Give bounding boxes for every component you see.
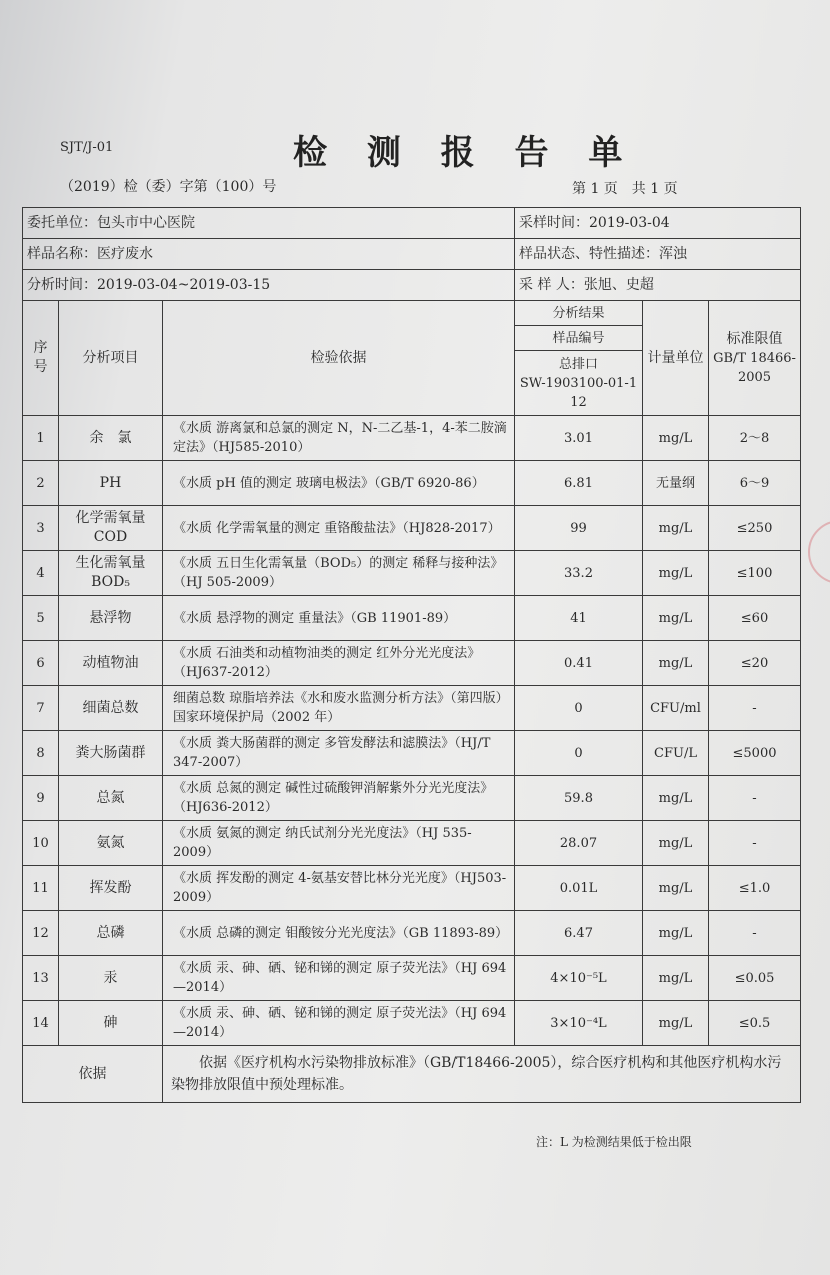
sample-state: 样品状态、特性描述：浑浊 xyxy=(515,239,801,270)
row-seq: 5 xyxy=(23,596,59,641)
row-basis: 《水质 总氮的测定 碱性过硫酸钾消解紫外分光光度法》（HJ636-2012） xyxy=(163,776,515,821)
header-outlet: 总排口 xyxy=(558,356,598,372)
row-limit: ≤100 xyxy=(709,551,801,596)
row-unit: mg/L xyxy=(643,956,709,1001)
row-basis: 《水质 游离氯和总氯的测定 N，N-二乙基-1，4-苯二胺滴定法》（HJ585-2010） xyxy=(163,416,515,461)
row-item: 砷 xyxy=(59,1001,163,1046)
row-item: 挥发酚 xyxy=(59,866,163,911)
result-rows xyxy=(23,416,801,1046)
row-result: 6.47 xyxy=(515,911,643,956)
row-unit: CFU/ml xyxy=(643,686,709,731)
row-item: 细菌总数 xyxy=(59,686,163,731)
document-code: SJT/J-01 xyxy=(60,140,114,155)
row-unit: mg/L xyxy=(643,596,709,641)
table-row xyxy=(23,821,801,866)
conclusion-text: 依据《医疗机构水污染物排放标准》（GB/T18466-2005），综合医疗机构和其他医疗机构水污染物排放限值中预处理标准。 xyxy=(163,1046,801,1103)
row-basis: 《水质 悬浮物的测定 重量法》（GB 11901-89） xyxy=(163,596,515,641)
client-unit: 委托单位：包头市中心医院 xyxy=(23,208,515,239)
header-item: 分析项目 xyxy=(59,301,163,416)
row-result: 59.8 xyxy=(515,776,643,821)
row-result: 0 xyxy=(515,686,643,731)
row-seq: 3 xyxy=(23,506,59,551)
sampling-time: 采样时间：2019-03-04 xyxy=(515,208,801,239)
stamp-mark xyxy=(808,520,830,584)
row-result: 4×10⁻⁵L xyxy=(515,956,643,1001)
row-seq: 2 xyxy=(23,461,59,506)
row-unit: mg/L xyxy=(643,551,709,596)
table-row xyxy=(23,641,801,686)
row-basis: 《水质 总磷的测定 钼酸铵分光光度法》（GB 11893-89） xyxy=(163,911,515,956)
header-unit: 计量单位 xyxy=(643,301,709,416)
row-result: 0 xyxy=(515,731,643,776)
row-unit: mg/L xyxy=(643,1001,709,1046)
row-result: 41 xyxy=(515,596,643,641)
header-seq: 序号 xyxy=(23,301,59,416)
row-result: 33.2 xyxy=(515,551,643,596)
row-unit: mg/L xyxy=(643,821,709,866)
page-count: 第 1 页 共 1 页 xyxy=(572,181,678,197)
row-unit: mg/L xyxy=(643,911,709,956)
row-basis: 《水质 氨氮的测定 纳氏试剂分光光度法》（HJ 535-2009） xyxy=(163,821,515,866)
header-limit xyxy=(709,301,801,416)
row-basis: 《水质 汞、砷、硒、铋和锑的测定 原子荧光法》（HJ 694—2014） xyxy=(163,956,515,1001)
row-limit: ≤1.0 xyxy=(709,866,801,911)
row-item: 化学需氧量 COD xyxy=(59,506,163,551)
header-sample-code: SW-1903100-01-112 xyxy=(519,375,638,410)
sampler: 采 样 人：张旭、史超 xyxy=(515,270,801,301)
header-sample-id xyxy=(515,351,643,416)
row-result: 6.81 xyxy=(515,461,643,506)
row-item: 汞 xyxy=(59,956,163,1001)
row-limit: - xyxy=(709,911,801,956)
row-limit: - xyxy=(709,776,801,821)
header-limit-standard: GB/T 18466-2005 xyxy=(713,350,796,385)
footer-note: 注：L 为检测结果低于检出限 xyxy=(536,1135,692,1149)
row-basis: 《水质 化学需氧量的测定 重铬酸盐法》（HJ828-2017） xyxy=(163,506,515,551)
row-unit: mg/L xyxy=(643,416,709,461)
row-limit: ≤20 xyxy=(709,641,801,686)
table-row xyxy=(23,596,801,641)
table-row xyxy=(23,461,801,506)
report-number: （2019）检（委）字第（100）号 xyxy=(60,179,277,195)
row-seq: 6 xyxy=(23,641,59,686)
row-unit: mg/L xyxy=(643,506,709,551)
table-row xyxy=(23,1001,801,1046)
row-limit: - xyxy=(709,821,801,866)
row-item: 粪大肠菌群 xyxy=(59,731,163,776)
row-result: 99 xyxy=(515,506,643,551)
row-item: 生化需氧量 BOD₅ xyxy=(59,551,163,596)
row-seq: 13 xyxy=(23,956,59,1001)
row-unit: mg/L xyxy=(643,776,709,821)
row-seq: 4 xyxy=(23,551,59,596)
row-seq: 10 xyxy=(23,821,59,866)
row-unit: mg/L xyxy=(643,866,709,911)
header-result: 分析结果 xyxy=(515,301,643,326)
sample-name: 样品名称：医疗废水 xyxy=(23,239,515,270)
row-seq: 12 xyxy=(23,911,59,956)
table-row xyxy=(23,956,801,1001)
row-result: 0.41 xyxy=(515,641,643,686)
header-basis: 检验依据 xyxy=(163,301,515,416)
row-seq: 14 xyxy=(23,1001,59,1046)
row-limit: ≤5000 xyxy=(709,731,801,776)
row-result: 28.07 xyxy=(515,821,643,866)
analysis-time: 分析时间：2019-03-04~2019-03-15 xyxy=(23,270,515,301)
row-limit: 6～9 xyxy=(709,461,801,506)
row-limit: ≤60 xyxy=(709,596,801,641)
row-unit: 无量纲 xyxy=(643,461,709,506)
row-result: 0.01L xyxy=(515,866,643,911)
table-row xyxy=(23,911,801,956)
document-title: 检 测 报 告 单 xyxy=(293,133,637,173)
table-row xyxy=(23,551,801,596)
row-basis: 《水质 pH 值的测定 玻璃电极法》（GB/T 6920-86） xyxy=(163,461,515,506)
report-table xyxy=(22,207,801,1103)
row-item: 动植物油 xyxy=(59,641,163,686)
row-limit: ≤0.05 xyxy=(709,956,801,1001)
row-item: PH xyxy=(59,461,163,506)
table-row xyxy=(23,686,801,731)
row-seq: 7 xyxy=(23,686,59,731)
table-row xyxy=(23,866,801,911)
row-item: 悬浮物 xyxy=(59,596,163,641)
row-item: 氨氮 xyxy=(59,821,163,866)
row-unit: CFU/L xyxy=(643,731,709,776)
row-limit: ≤0.5 xyxy=(709,1001,801,1046)
row-seq: 8 xyxy=(23,731,59,776)
header-limit-title: 标准限值 xyxy=(726,330,783,347)
row-item: 余 氯 xyxy=(59,416,163,461)
table-row xyxy=(23,731,801,776)
row-limit: 2～8 xyxy=(709,416,801,461)
row-basis: 细菌总数 琼脂培养法《水和废水监测分析方法》（第四版）国家环境保护局（2002 年） xyxy=(163,686,515,731)
table-row xyxy=(23,416,801,461)
header-sample-id-label: 样品编号 xyxy=(515,326,643,351)
table-row xyxy=(23,776,801,821)
conclusion-label: 依据 xyxy=(23,1046,163,1103)
row-basis: 《水质 汞、砷、硒、铋和锑的测定 原子荧光法》（HJ 694—2014） xyxy=(163,1001,515,1046)
row-result: 3×10⁻⁴L xyxy=(515,1001,643,1046)
row-unit: mg/L xyxy=(643,641,709,686)
row-seq: 11 xyxy=(23,866,59,911)
row-limit: ≤250 xyxy=(709,506,801,551)
row-basis: 《水质 挥发酚的测定 4-氨基安替比林分光光度》（HJ503-2009） xyxy=(163,866,515,911)
row-item: 总氮 xyxy=(59,776,163,821)
row-basis: 《水质 粪大肠菌群的测定 多管发酵法和滤膜法》（HJ/T 347-2007） xyxy=(163,731,515,776)
row-seq: 1 xyxy=(23,416,59,461)
table-row xyxy=(23,506,801,551)
row-basis: 《水质 五日生化需氧量（BOD₅）的测定 稀释与接种法》（HJ 505-2009） xyxy=(163,551,515,596)
row-seq: 9 xyxy=(23,776,59,821)
row-limit: - xyxy=(709,686,801,731)
row-item: 总磷 xyxy=(59,911,163,956)
row-basis: 《水质 石油类和动植物油类的测定 红外分光光度法》（HJ637-2012） xyxy=(163,641,515,686)
row-result: 3.01 xyxy=(515,416,643,461)
